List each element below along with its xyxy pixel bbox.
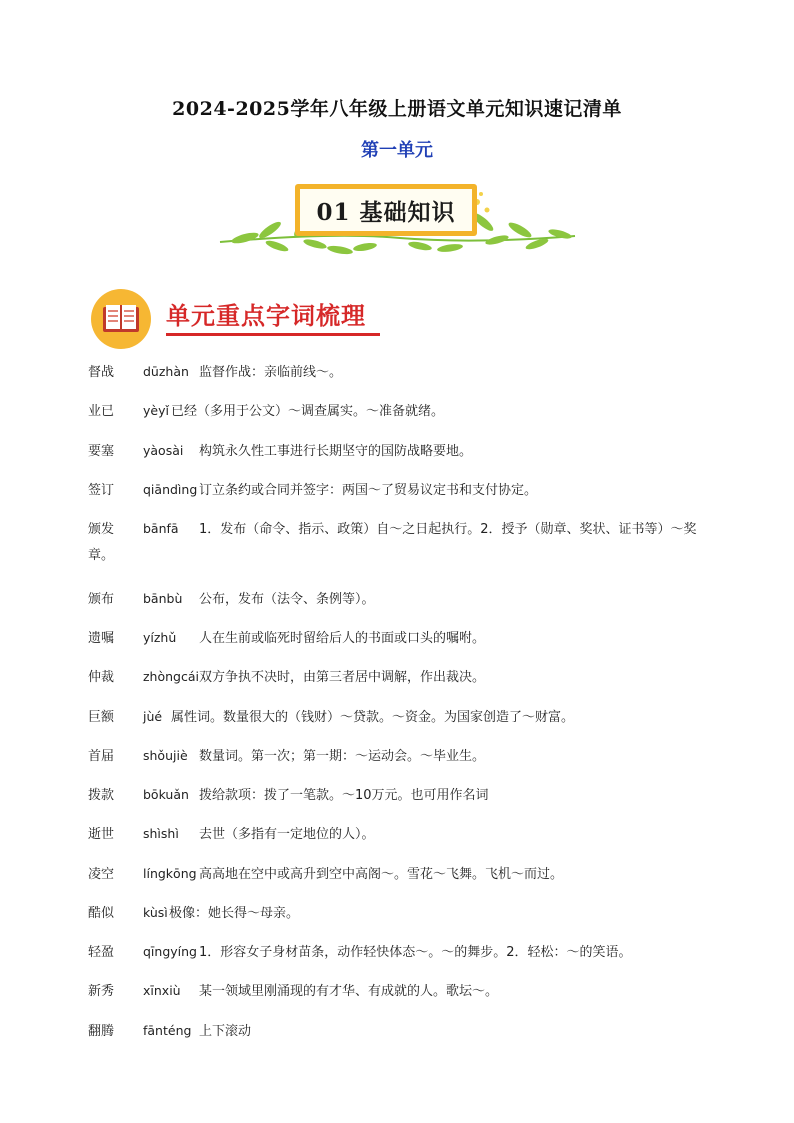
list-item [88,625,718,652]
entry-definition: 公布，发布（法令、条例等）。 [199,592,375,607]
entry-definition: 属性词。数量很大的（钱财）～贷款。～资金。为国家创造了～财富。 [171,710,575,725]
list-item [88,359,718,386]
list-item [88,1018,718,1045]
entry-word: 新秀 [88,984,115,999]
list-item [88,978,718,1005]
list-item [88,516,718,569]
list-item [88,438,718,465]
entry-word: 遗嘱 [88,631,115,646]
entry-pinyin: zhòngcái [143,669,199,684]
entry-definition-continued: 章。 [88,548,115,563]
entry-word: 凌空 [88,867,115,882]
section-title: 单元重点字词梳理 [166,301,366,330]
entry-definition: 高高地在空中或高升到空中高阁～。雪花～飞舞。飞机～而过。 [199,867,564,882]
entry-pinyin: kùsì [143,905,168,920]
unit-title: 第一单元 [361,140,433,161]
entry-definition: 某一领域里刚涌现的有才华、有成就的人。歌坛～。 [199,984,499,999]
entry-pinyin: yízhǔ [143,630,177,645]
list-item [88,586,718,613]
banner-label: 01 基础知识 [300,189,472,231]
entry-definition: 1．发布（命令、指示、政策）自～之日起执行。2．授予（勋章、奖状、证书等）～奖 [199,522,697,537]
entry-word: 巨额 [88,710,115,725]
entry-word: 翻腾 [88,1024,115,1039]
section-banner [215,180,580,260]
entry-definition: 数量词。第一次；第一期：～运动会。～毕业生。 [199,749,486,764]
entry-pinyin: bānfā [143,521,179,536]
list-item [88,664,718,691]
entry-word: 要塞 [88,444,115,459]
entry-word: 督战 [88,365,115,380]
entry-word: 首届 [88,749,115,764]
entry-word: 签订 [88,483,115,498]
entry-pinyin: língkōng [143,866,197,881]
entry-pinyin: qīngyíng [143,944,197,959]
entry-word: 颁发 [88,522,115,537]
entry-definition: 上下滚动 [199,1024,252,1039]
list-item [88,743,718,770]
list-item [88,939,718,966]
entry-definition: 人在生前或临死时留给后人的书面或口头的嘱咐。 [199,631,486,646]
book-icon [90,288,152,350]
list-item [88,900,718,927]
entry-word: 轻盈 [88,945,115,960]
entry-pinyin: shìshì [143,826,179,841]
entry-pinyin: bōkuǎn [143,787,189,802]
entry-pinyin: bānbù [143,591,183,606]
entry-word: 逝世 [88,827,115,842]
entry-definition: 监督作战：亲临前线～。 [199,365,343,380]
entry-definition: 极像：她长得～母亲。 [169,906,300,921]
entry-pinyin: dūzhàn [143,364,189,379]
entry-definition: 双方争执不决时，由第三者居中调解，作出裁决。 [199,670,486,685]
list-item [88,782,718,809]
entry-word: 业已 [88,404,115,419]
entry-pinyin: xīnxiù [143,983,181,998]
list-item [88,704,718,731]
entry-definition: 已经（多用于公文）～调查属实。～准备就绪。 [171,404,445,419]
entry-definition: 去世（多指有一定地位的人）。 [199,827,375,842]
entry-word: 拨款 [88,788,115,803]
entry-pinyin: yàosài [143,443,184,458]
list-item [88,398,718,425]
entry-pinyin: qiāndìng [143,482,198,497]
banner-box [295,184,477,236]
entry-definition: 1．形容女子身材苗条，动作轻快体态～。～的舞步。2．轻松：～的笑语。 [199,945,632,960]
entry-word: 酷似 [88,906,115,921]
entry-definition: 拨给款项：拨了一笔款。～10万元。也可用作名词 [199,788,489,803]
page-title: 2024-2025学年八年级上册语文单元知识速记清单 [172,98,622,120]
section-underline [166,333,380,336]
list-item [88,477,718,504]
entry-pinyin: fānténg [143,1023,192,1038]
entry-word: 仲裁 [88,670,115,685]
entry-definition: 构筑永久性工事进行长期坚守的国防战略要地。 [199,444,473,459]
entry-definition: 订立条约或合同并签字：两国～了贸易议定书和支付协定。 [199,483,538,498]
list-item [88,861,718,888]
entry-pinyin: jùé [143,709,163,724]
entry-pinyin: shǒujiè [143,748,188,763]
entry-word: 颁布 [88,592,115,607]
entry-pinyin: yèyǐ [143,403,169,418]
list-item [88,821,718,848]
